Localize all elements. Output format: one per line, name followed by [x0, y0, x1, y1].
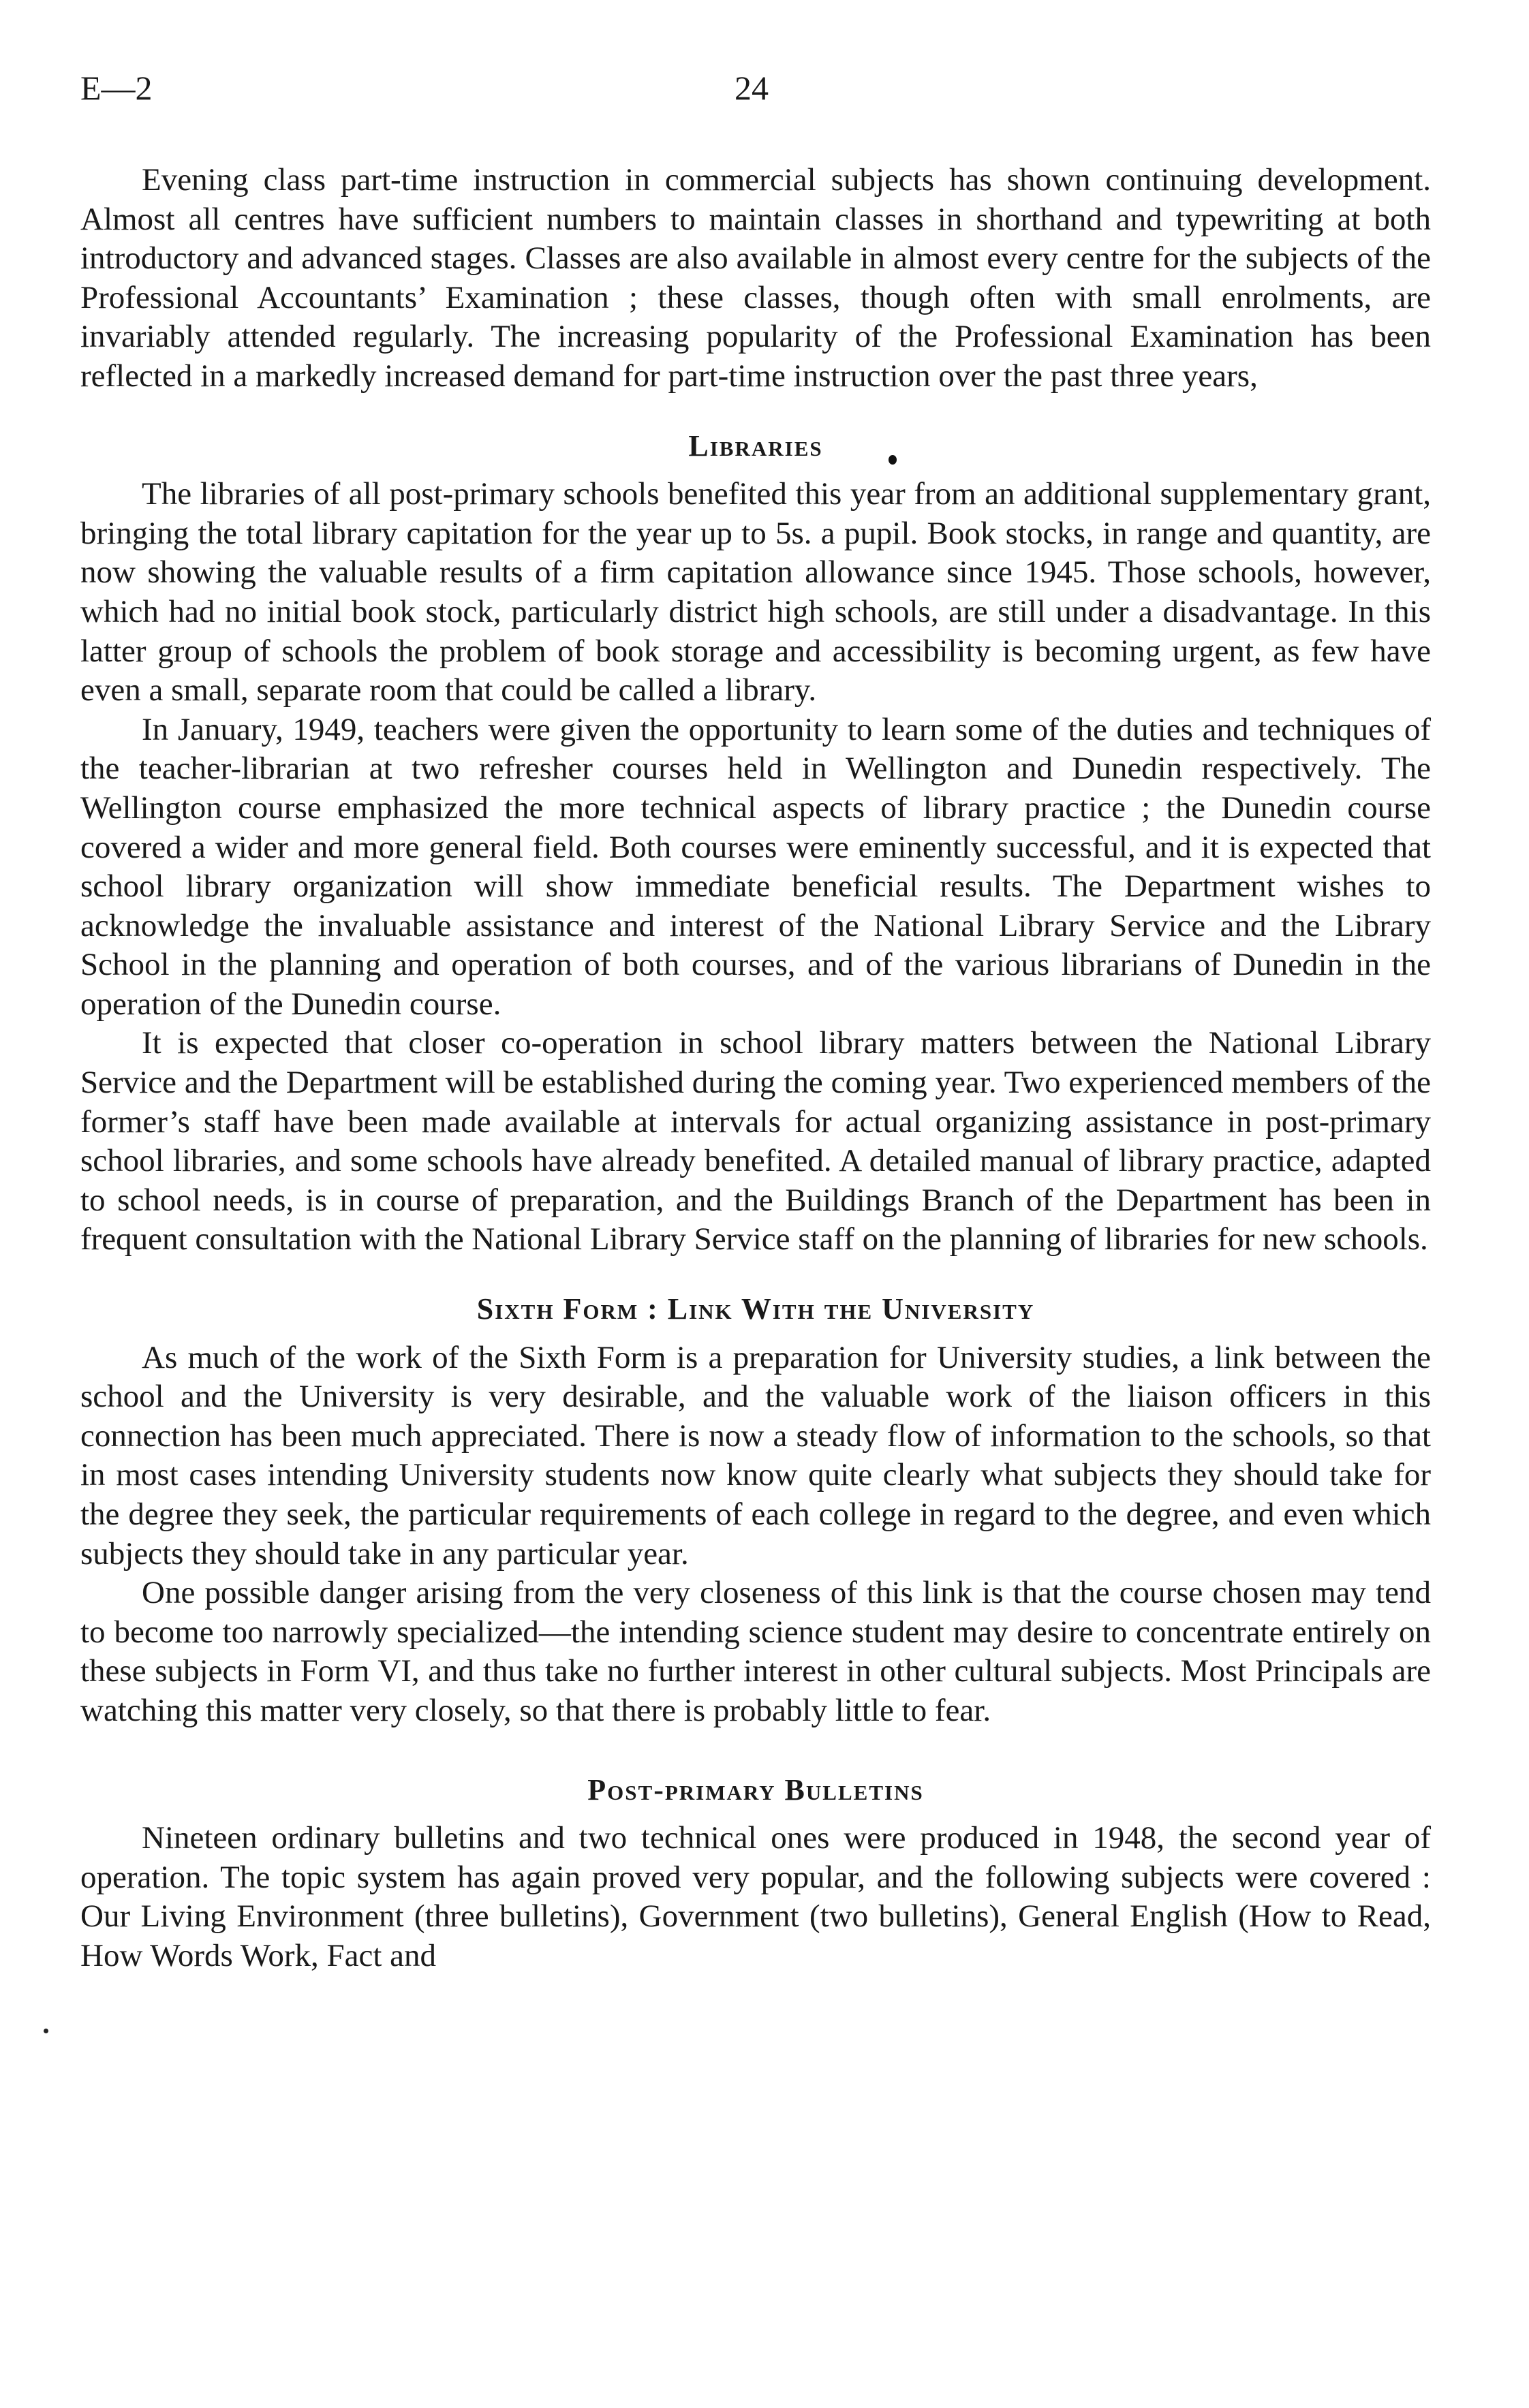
section-heading-bulletins: Post-primary Bulletins	[587, 1772, 924, 1807]
libraries-paragraph: It is expected that closer co-operation in school library matters between the National Library Service and the Department will be established during the coming year. Two experienced members of the former’s staff have been made available at intervals for actual organizing assistance in post-primary school libraries, and some schools have already benefited. A detailed manual of library practice, adapted to school needs, is in course of preparation, and the Buildings Branch of the Department has been in frequent consultation with the National Library Service staff on the planning of libraries for new schools.	[80, 1025, 1431, 1257]
intro-paragraph: Evening class part-time instruction in commercial subjects has shown continuing development. Almost all centres have sufficient numbers to maintain classes in shorthand and typewriting at both introductory and advanced stages. Classes are also available in almost every centre for the subjects of the Professional Accountants’ Examination ; these classes, though often with small enrolments, are invariably attended regularly. The increasing popularity of the Professional Examination has been reflected in a markedly increased demand for part-time instruction over the past three years,	[80, 162, 1431, 394]
report-reference: E—2	[80, 69, 153, 107]
section-heading-libraries: Libraries	[688, 428, 823, 463]
section-heading-sixth-form: Sixth Form : Link With the University	[476, 1292, 1035, 1326]
ink-speck	[44, 2029, 48, 2033]
sixth-form-paragraph: One possible danger arising from the very closeness of this link is that the course chosen may tend to become too narrowly specialized—the intending science student may desire to concentrate entirely on these subjects in Form VI, and thus take no further interest in other cultural subjects. Most Principals are watching this matter very closely, so that there is probably little to fear.	[80, 1575, 1431, 1728]
libraries-paragraph: The libraries of all post-primary schools benefited this year from an additional supplementary grant, bringing the total library capitation for the year up to 5s. a pupil. Book stocks, in range and quantity, are now showing the valuable results of a firm capitation allowance since 1945. Those schools, however, which had no initial book stock, particularly district high schools, are still under a disadvantage. In this latter group of schools the problem of book storage and accessibility is becoming urgent, as few have even a small, separate room that could be called a library.	[80, 476, 1431, 708]
page-body	[80, 161, 1431, 1976]
page-number: 24	[735, 69, 769, 107]
page-header	[80, 68, 1443, 123]
libraries-paragraph: In January, 1949, teachers were given the opportunity to learn some of the duties and techniques of the teacher-librarian at two refresher courses held in Wellington and Dunedin respectively. The Wellington course emphasized the more technical aspects of library practice ; the Dunedin course covered a wider and more general field. Both courses were eminently successful, and it is expected that school library organization will show immediate beneficial results. The Department wishes to acknowledge the invaluable assistance and interest of the National Library Service and the Library School in the planning and operation of both courses, and of the various librarians of Dunedin in the operation of the Dunedin course.	[80, 711, 1431, 1022]
sixth-form-paragraph: As much of the work of the Sixth Form is a preparation for University studies, a link between the school and the University is very desirable, and the valuable work of the liaison officers in this connection has been much appreciated. There is now a steady flow of information to the schools, so that in most cases intending University students now know quite clearly what subjects they should take for the degree they seek, the particular requirements of each college in regard to the degree, and even which subjects they should take in any particular year.	[80, 1339, 1431, 1572]
bulletins-paragraph: Nineteen ordinary bulletins and two technical ones were produced in 1948, the second year of operation. The topic system has again proved very popular, and the following subjects were covered : Our Living Environment (three bulletins), Government (two bulletins), General English (How to Read, How Words Work, Fact and	[80, 1820, 1431, 1973]
